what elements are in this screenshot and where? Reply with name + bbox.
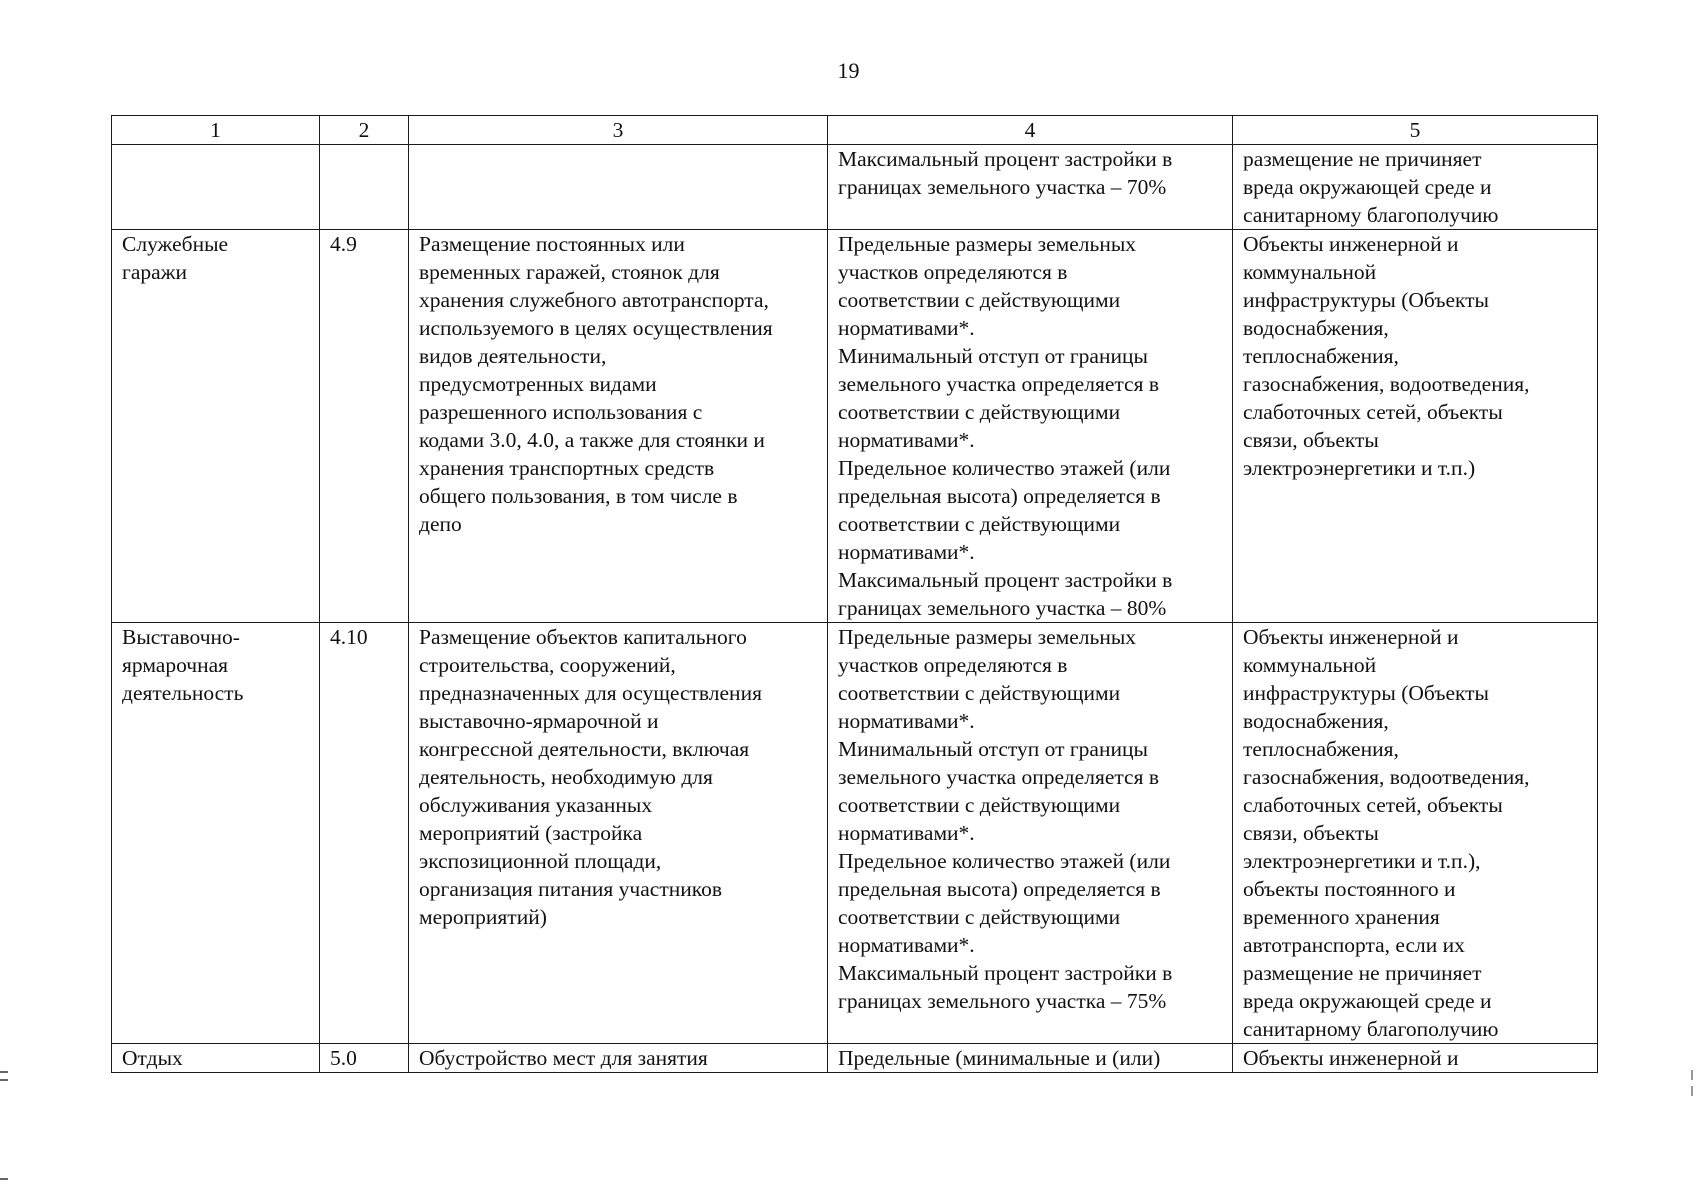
cell-line: Максимальный процент застройки в (838, 961, 1173, 985)
cell-line: деятельность, необходимую для (419, 765, 713, 789)
cell-line: слаботочных сетей, объекты (1243, 793, 1503, 817)
cell-line: мероприятий (застройка (419, 821, 643, 845)
cell-line: Размещение постоянных или (419, 232, 685, 256)
cell-objects (1233, 623, 1598, 1044)
cell-line: Предельное количество этажей (или (838, 456, 1171, 480)
cell-line: конгрессной деятельности, включая (419, 737, 750, 761)
cell-parameters (828, 1044, 1233, 1073)
cell-line: Отдых (122, 1046, 183, 1070)
cell-line: Предельное количество этажей (или (838, 849, 1171, 873)
cell-line: газоснабжения, водоотведения, (1243, 765, 1530, 789)
cell-line: Предельные размеры земельных (838, 625, 1137, 649)
cell-line: Максимальный процент застройки в (838, 147, 1173, 171)
cell-line: Служебные (122, 232, 229, 256)
cell-line: земельного участка определяется в (838, 765, 1159, 789)
cell-line: разрешенного использования с (419, 400, 703, 424)
cell-line: ярмарочная (122, 653, 229, 677)
cell-name (112, 1044, 320, 1073)
cell-line: выставочно-ярмарочной и (419, 709, 659, 733)
cell-line: общего пользования, в том числе в (419, 484, 738, 508)
cell-line: связи, объекты (1243, 821, 1379, 845)
cell-line: нормативами*. (838, 540, 975, 564)
cell-line: организация питания участников (419, 877, 722, 901)
cell-line: санитарному благополучию (1243, 1017, 1499, 1041)
cell-line: гаражи (122, 260, 188, 284)
cell-line: инфраструктуры (Объекты (1243, 288, 1490, 312)
cell-line: соответствии с действующими (838, 288, 1121, 312)
cell-line: границах земельного участка – 70% (838, 175, 1167, 199)
cell-line: объекты постоянного и (1243, 877, 1456, 901)
cell-parameters (828, 623, 1233, 1044)
cell-line: теплоснабжения, (1243, 737, 1399, 761)
scan-edge-mark (1691, 1086, 1693, 1096)
cell-line: мероприятий) (419, 905, 547, 929)
cell-line: экспозиционной площади, (419, 849, 662, 873)
cell-line: соответствии с действующими (838, 512, 1121, 536)
header-col-3: 3 (409, 116, 828, 145)
cell-line: Максимальный процент застройки в (838, 568, 1173, 592)
cell-line: электроэнергетики и т.п.), (1243, 849, 1481, 873)
cell-line: 4.9 (330, 232, 357, 256)
cell-code (320, 145, 409, 230)
cell-line: границах земельного участка – 75% (838, 989, 1167, 1013)
scan-edge-mark (1691, 1070, 1693, 1080)
cell-line: временных гаражей, стоянок для (419, 260, 720, 284)
header-col-5: 5 (1233, 116, 1598, 145)
page-number: 19 (837, 58, 860, 83)
cell-description (409, 145, 828, 230)
cell-line: 5.0 (330, 1046, 357, 1070)
cell-line: соответствии с действующими (838, 793, 1121, 817)
header-col-4: 4 (828, 116, 1233, 145)
cell-line: Минимальный отступ от границы (838, 737, 1148, 761)
cell-line: предельная высота) определяется в (838, 877, 1161, 901)
header-col-2: 2 (320, 116, 409, 145)
cell-line: соответствии с действующими (838, 400, 1121, 424)
cell-line: размещение не причиняет (1243, 961, 1482, 985)
cell-name (112, 230, 320, 623)
cell-line: предназначенных для осуществления (419, 681, 762, 705)
cell-line: Размещение объектов капитального (419, 625, 747, 649)
cell-line: Объекты инженерной и (1243, 1046, 1459, 1070)
cell-line: видов деятельности, (419, 344, 607, 368)
cell-line: земельного участка определяется в (838, 372, 1159, 396)
table-row (112, 623, 1598, 1044)
cell-code (320, 230, 409, 623)
cell-line: обслуживания указанных (419, 793, 653, 817)
cell-line: слаботочных сетей, объекты (1243, 400, 1503, 424)
cell-line: Минимальный отступ от границы (838, 344, 1148, 368)
cell-line: Объекты инженерной и (1243, 232, 1459, 256)
cell-line: предельная высота) определяется в (838, 484, 1161, 508)
table-header-row (112, 116, 1598, 145)
cell-line: Объекты инженерной и (1243, 625, 1459, 649)
cell-line: соответствии с действующими (838, 681, 1121, 705)
cell-description (409, 1044, 828, 1073)
cell-name (112, 623, 320, 1044)
cell-description (409, 230, 828, 623)
cell-line: Выставочно- (122, 625, 240, 649)
cell-line: водоснабжения, (1243, 316, 1389, 340)
cell-line: вреда окружающей среде и (1243, 175, 1492, 199)
scan-edge-mark (0, 1079, 8, 1081)
cell-line: используемого в целях осуществления (419, 316, 773, 340)
cell-line: нормативами*. (838, 821, 975, 845)
table-row (112, 145, 1598, 230)
cell-description (409, 623, 828, 1044)
cell-line: строительства, сооружений, (419, 653, 676, 677)
table-row (112, 1044, 1598, 1073)
cell-line: электроэнергетики и т.п.) (1243, 456, 1476, 480)
cell-line: кодами 3.0, 4.0, а также для стоянки и (419, 428, 765, 452)
cell-objects (1233, 145, 1598, 230)
cell-line: теплоснабжения, (1243, 344, 1399, 368)
table-row (112, 230, 1598, 623)
cell-line: временного хранения (1243, 905, 1440, 929)
cell-line: Предельные размеры земельных (838, 232, 1137, 256)
cell-line: водоснабжения, (1243, 709, 1389, 733)
cell-line: границах земельного участка – 80% (838, 596, 1167, 620)
cell-line: предусмотренных видами (419, 372, 657, 396)
cell-line: Обустройство мест для занятия (419, 1046, 708, 1070)
cell-line: деятельность (122, 681, 244, 705)
cell-line: санитарному благополучию (1243, 203, 1499, 227)
cell-line: депо (419, 512, 462, 536)
cell-name (112, 145, 320, 230)
zoning-table (111, 115, 1598, 1073)
cell-objects (1233, 230, 1598, 623)
cell-line: нормативами*. (838, 933, 975, 957)
cell-line: хранения транспортных средств (419, 456, 715, 480)
cell-line: Предельные (минимальные и (или) (838, 1046, 1161, 1070)
cell-line: участков определяются в (838, 260, 1068, 284)
cell-objects (1233, 1044, 1598, 1073)
cell-line: газоснабжения, водоотведения, (1243, 372, 1530, 396)
cell-parameters (828, 230, 1233, 623)
cell-line: нормативами*. (838, 316, 975, 340)
cell-line: нормативами*. (838, 709, 975, 733)
cell-code (320, 1044, 409, 1073)
cell-line: вреда окружающей среде и (1243, 989, 1492, 1013)
cell-parameters (828, 145, 1233, 230)
cell-line: коммунальной (1243, 260, 1377, 284)
header-col-1: 1 (112, 116, 320, 145)
cell-line: 4.10 (330, 625, 368, 649)
cell-line: нормативами*. (838, 428, 975, 452)
cell-line: автотранспорта, если их (1243, 933, 1465, 957)
cell-line: коммунальной (1243, 653, 1377, 677)
scan-edge-mark (0, 1178, 8, 1180)
cell-line: размещение не причиняет (1243, 147, 1482, 171)
cell-line: связи, объекты (1243, 428, 1379, 452)
cell-line: инфраструктуры (Объекты (1243, 681, 1490, 705)
scan-edge-mark (0, 1071, 8, 1073)
cell-line: участков определяются в (838, 653, 1068, 677)
cell-code (320, 623, 409, 1044)
cell-line: соответствии с действующими (838, 905, 1121, 929)
cell-line: хранения служебного автотранспорта, (419, 288, 769, 312)
